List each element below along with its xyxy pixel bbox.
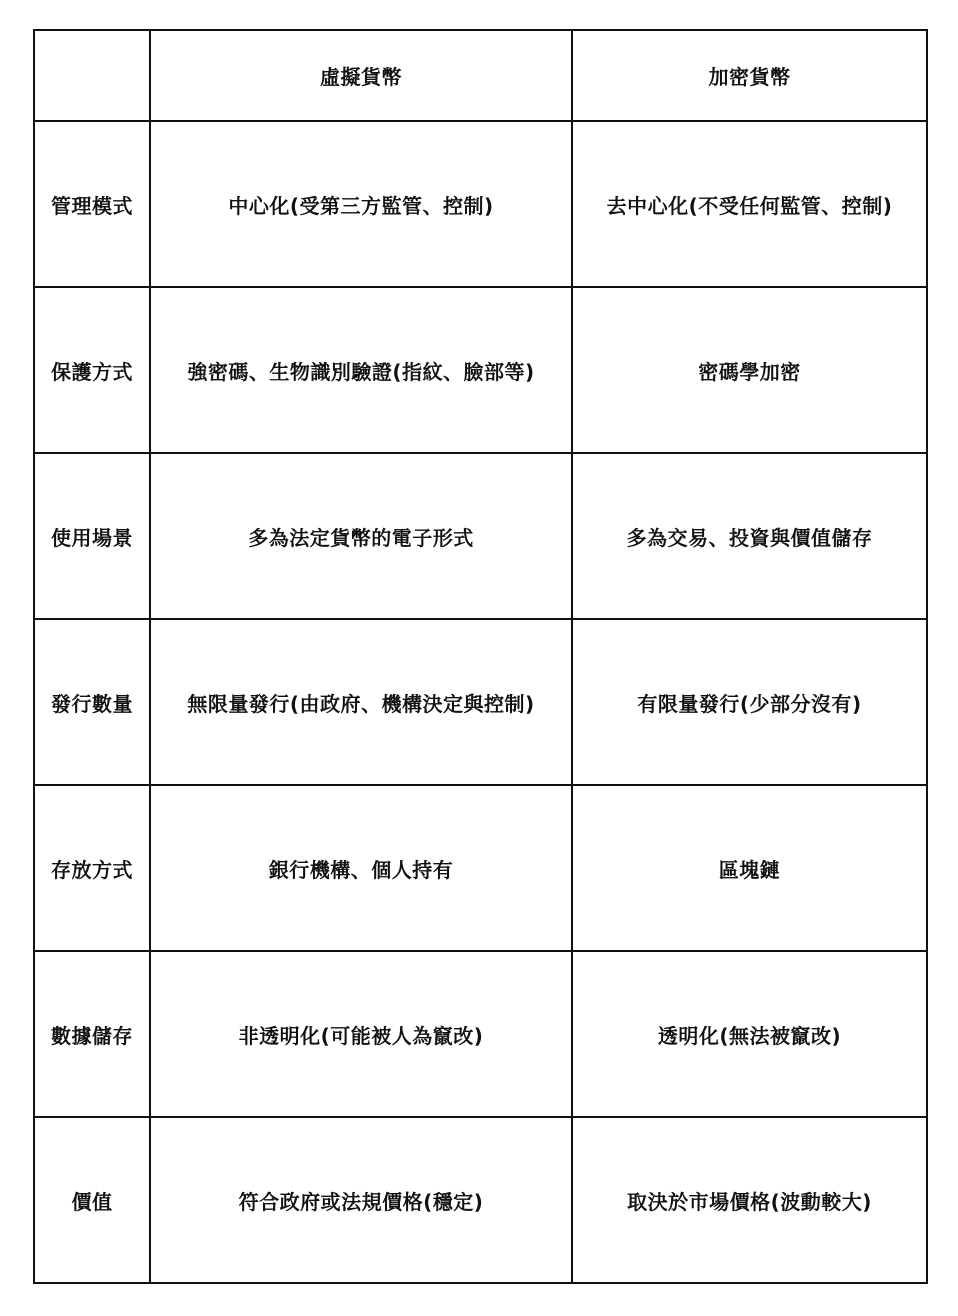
- virtual-currency-cell: 符合政府或法規價格(穩定): [150, 1117, 572, 1283]
- crypto-currency-cell: 取決於市場價格(波動較大): [572, 1117, 927, 1283]
- virtual-currency-cell: 中心化(受第三方監管、控制): [150, 121, 572, 287]
- crypto-currency-cell: 密碼學加密: [572, 287, 927, 453]
- crypto-currency-cell: 去中心化(不受任何監管、控制): [572, 121, 927, 287]
- row-label: 數據儲存: [34, 951, 150, 1117]
- header-cell-crypto-currency: 加密貨幣: [572, 30, 927, 121]
- table-row: [34, 287, 927, 453]
- crypto-currency-cell: 透明化(無法被竄改): [572, 951, 927, 1117]
- virtual-currency-cell: 無限量發行(由政府、機構決定與控制): [150, 619, 572, 785]
- crypto-currency-cell: 多為交易、投資與價值儲存: [572, 453, 927, 619]
- row-label: 管理模式: [34, 121, 150, 287]
- virtual-currency-cell: 銀行機構、個人持有: [150, 785, 572, 951]
- crypto-currency-cell: 區塊鏈: [572, 785, 927, 951]
- row-label: 價值: [34, 1117, 150, 1283]
- comparison-table: [33, 29, 928, 1284]
- table-header-row: [34, 30, 927, 121]
- table-row: [34, 453, 927, 619]
- header-cell-virtual-currency: 虛擬貨幣: [150, 30, 572, 121]
- crypto-currency-cell: 有限量發行(少部分沒有): [572, 619, 927, 785]
- virtual-currency-cell: 強密碼、生物識別驗證(指紋、臉部等): [150, 287, 572, 453]
- row-label: 發行數量: [34, 619, 150, 785]
- table-row: [34, 951, 927, 1117]
- row-label: 使用場景: [34, 453, 150, 619]
- table-row: [34, 619, 927, 785]
- table-row: [34, 121, 927, 287]
- table-row: [34, 1117, 927, 1283]
- virtual-currency-cell: 非透明化(可能被人為竄改): [150, 951, 572, 1117]
- header-cell-empty: [34, 30, 150, 121]
- virtual-currency-cell: 多為法定貨幣的電子形式: [150, 453, 572, 619]
- table-row: [34, 785, 927, 951]
- row-label: 存放方式: [34, 785, 150, 951]
- row-label: 保護方式: [34, 287, 150, 453]
